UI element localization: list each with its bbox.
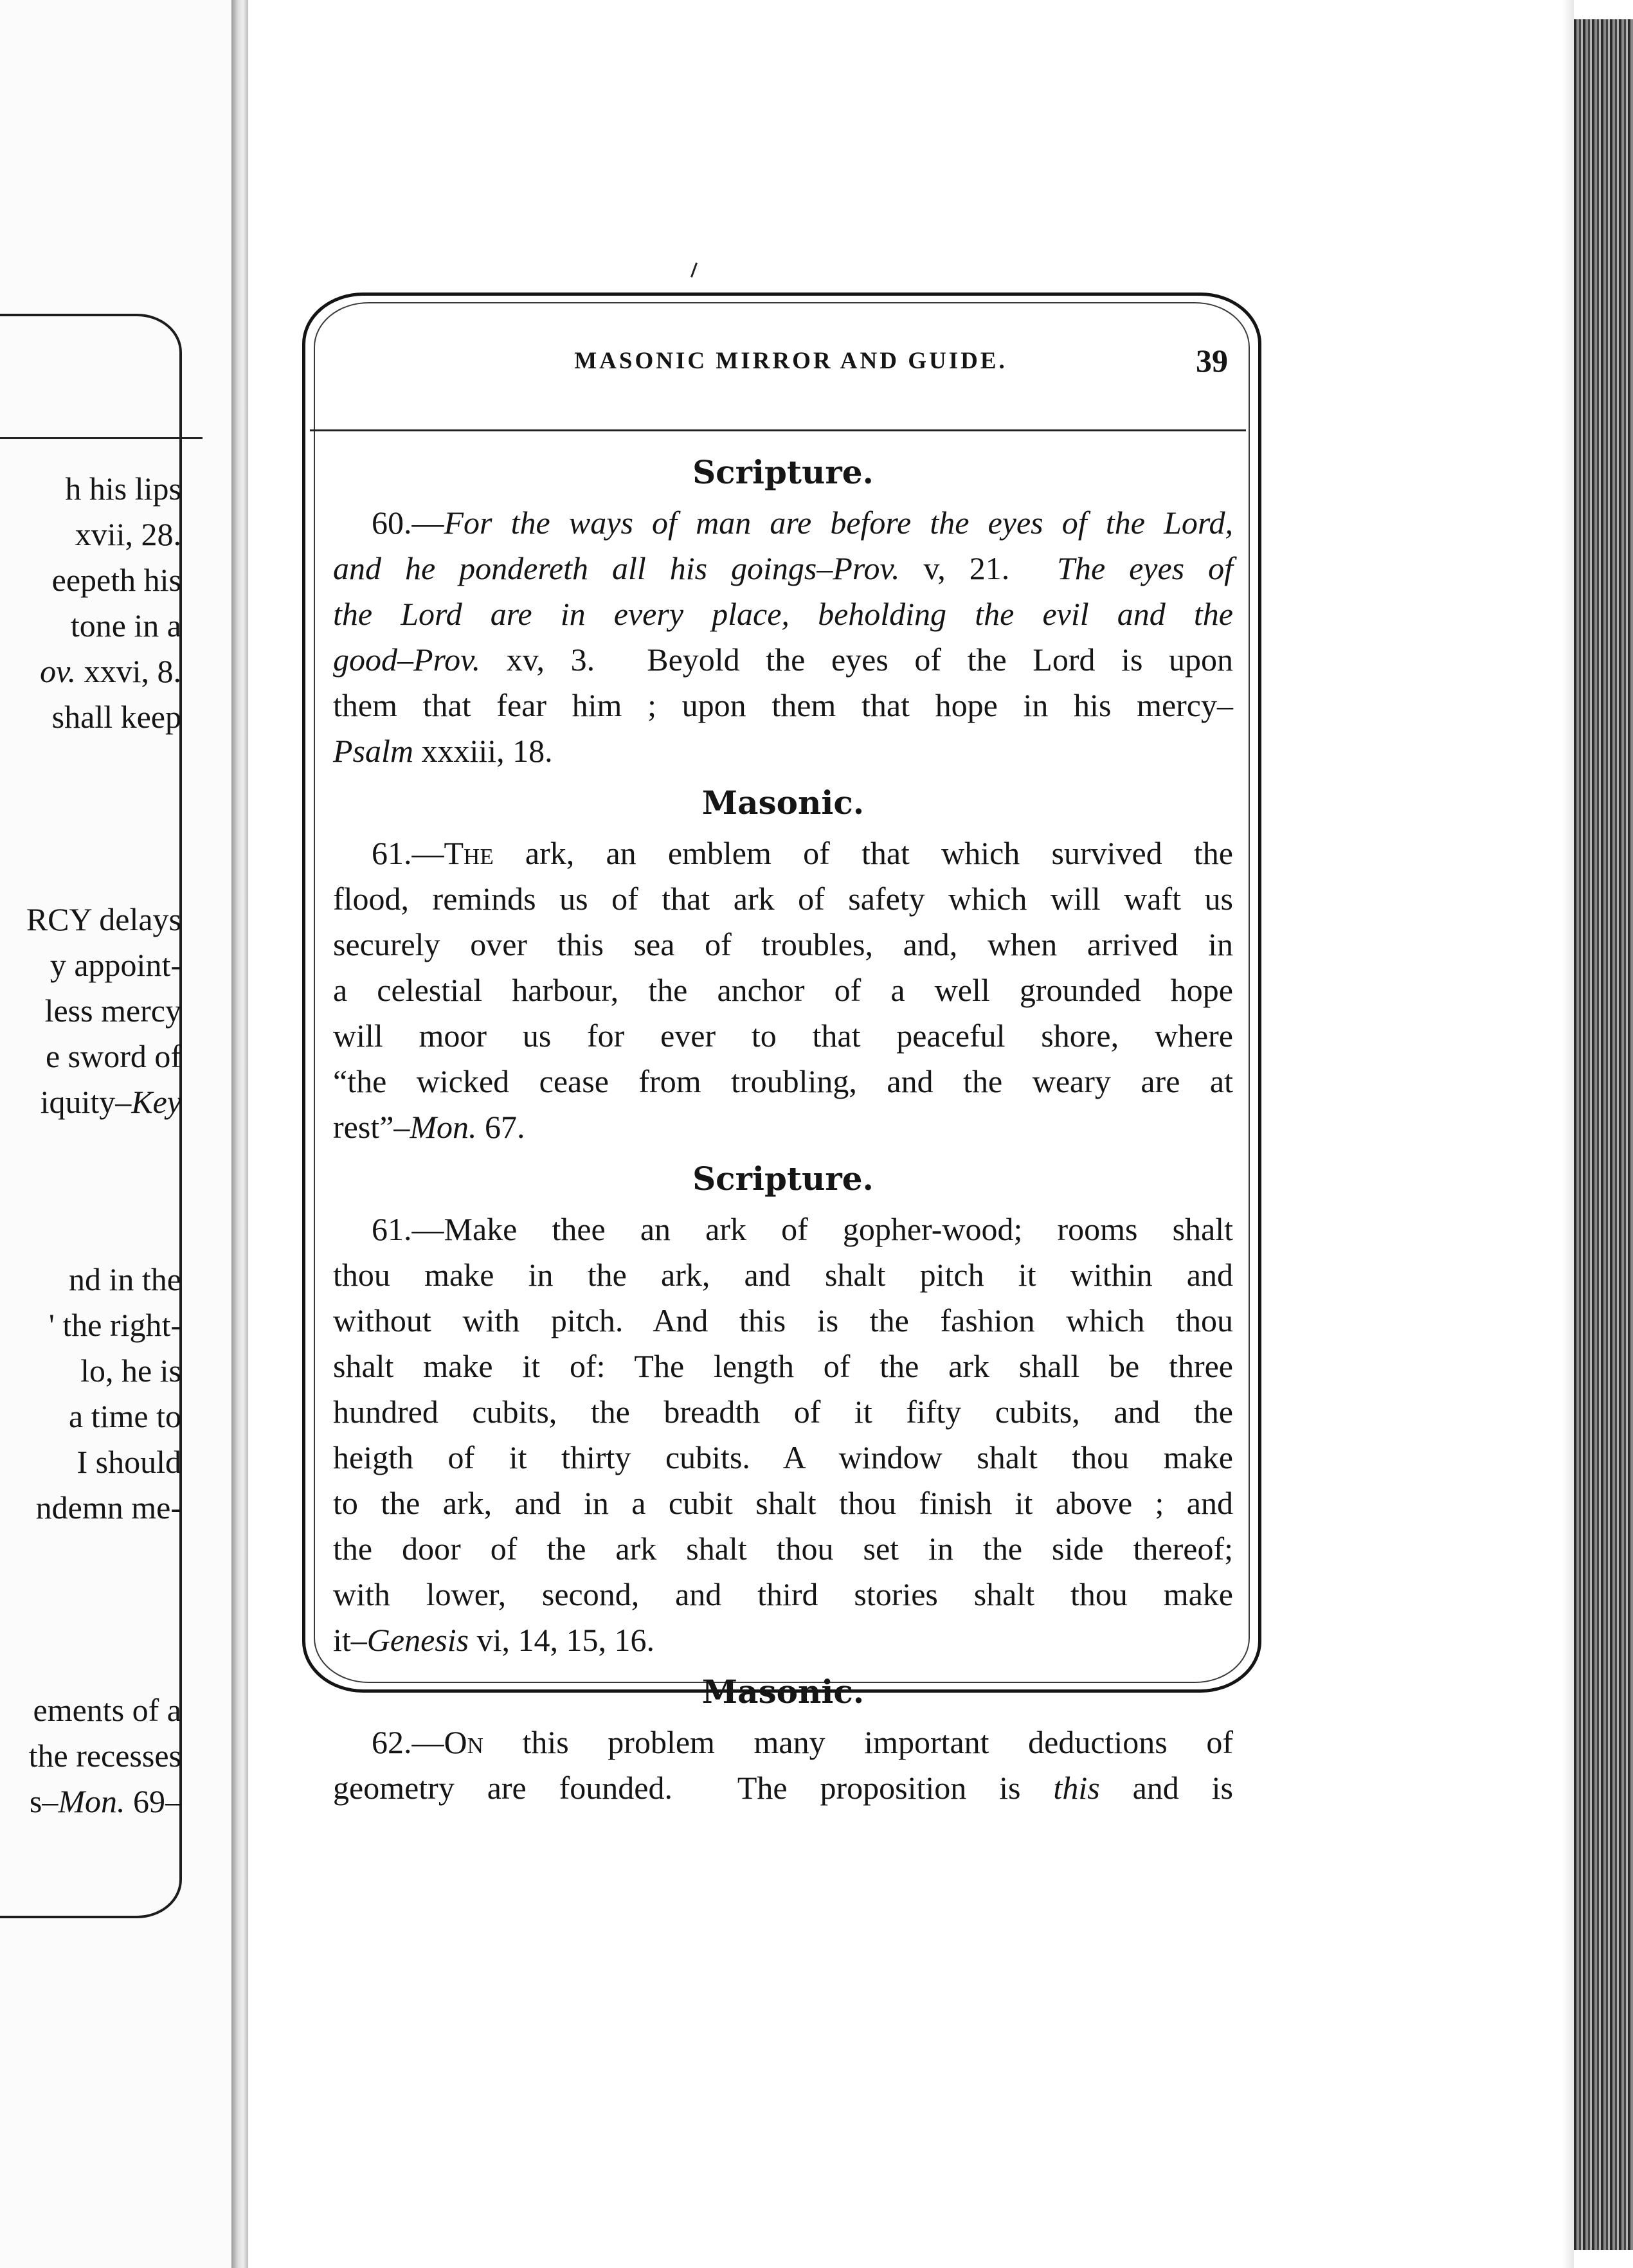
- previous-page-text-block-4: [29, 1688, 181, 1824]
- previous-page-line: a time to: [69, 1398, 181, 1434]
- text-line: 62.—On this problem many important deductions of: [372, 1724, 1233, 1760]
- text-line: it–Genesis vi, 14, 15, 16.: [333, 1622, 655, 1658]
- section-heading-scripture: Scripture.: [692, 453, 874, 491]
- paragraph-62: [333, 1720, 1233, 1811]
- previous-page-line: the recesses: [28, 1738, 181, 1774]
- previous-page-line: ' the right-: [48, 1307, 181, 1343]
- text-line: to the ark, and in a cubit shalt thou finish it above ; and: [333, 1485, 1233, 1521]
- paragraph-61-scripture: [333, 1207, 1233, 1663]
- text-line: rest”–Mon. 67.: [333, 1109, 525, 1145]
- text-line: 61.—The ark, an emblem of that which survived the: [372, 835, 1233, 871]
- text-line: Psalm xxxiii, 18.: [333, 733, 553, 769]
- previous-page-line: e sword of: [45, 1038, 181, 1074]
- paragraph-61-masonic: [333, 831, 1233, 1150]
- text-line: heigth of it thirty cubits. A window shalt thou make: [333, 1439, 1233, 1475]
- page-body: [333, 450, 1233, 1817]
- text-line: “the wicked cease from troubling, and the weary are at: [333, 1063, 1233, 1099]
- previous-page-line: nd in the: [69, 1261, 181, 1297]
- print-mark: [690, 262, 698, 278]
- text-line: good–Prov. xv, 3. Beyold the eyes of the Lord is upon: [333, 642, 1233, 678]
- previous-page-line: y appoint-: [50, 947, 181, 983]
- section-heading-masonic: Masonic.: [701, 1673, 865, 1711]
- text-line: them that fear him ; upon them that hope in his mercy–: [333, 687, 1233, 723]
- previous-page-line: iquity–Key: [40, 1084, 181, 1120]
- previous-page-line: I should: [77, 1444, 181, 1480]
- previous-page-line: ndemn me-: [35, 1490, 181, 1526]
- paragraph-60: [333, 500, 1233, 774]
- previous-page-line: xvii, 28.: [75, 516, 181, 552]
- previous-page-line: eepeth his: [51, 562, 181, 598]
- text-line: shalt make it of: The length of the ark shall be three: [333, 1348, 1233, 1384]
- text-line: will moor us for ever to that peaceful shore, where: [333, 1018, 1233, 1054]
- text-line: and he pondereth all his goings–Prov. v, 21. The eyes of: [333, 550, 1233, 586]
- previous-page-line: tone in a: [70, 608, 181, 644]
- text-line: without with pitch. And this is the fashion which thou: [333, 1302, 1233, 1338]
- text-line: geometry are founded. The proposition is this and is: [333, 1770, 1233, 1806]
- text-line: a celestial harbour, the anchor of a well grounded hope: [333, 972, 1233, 1008]
- book-gutter: [231, 0, 248, 2268]
- page-edge-shadow: [1562, 0, 1574, 2268]
- previous-page-line: ements of a: [33, 1692, 181, 1728]
- text-line: with lower, second, and third stories shalt thou make: [333, 1576, 1233, 1612]
- previous-page-line: RCY delays: [26, 901, 181, 937]
- previous-page-head-rule: [0, 437, 203, 439]
- previous-page-line: less mercy: [44, 993, 181, 1029]
- page-number: 39: [1196, 343, 1228, 379]
- text-line: the Lord are in every place, beholding the evil and the: [333, 596, 1233, 632]
- text-line: flood, reminds us of that ark of safety which will waft us: [333, 881, 1233, 917]
- previous-page-line: shall keep: [51, 699, 181, 735]
- previous-page-line: h his lips: [65, 471, 181, 507]
- text-line: 60.—For the ways of man are before the eyes of the Lord,: [372, 505, 1233, 541]
- text-line: thou make in the ark, and shalt pitch it within and: [333, 1257, 1233, 1293]
- text-line: the door of the ark shalt thou set in the side thereof;: [333, 1531, 1233, 1567]
- previous-page-text-block-3: [36, 1257, 181, 1531]
- section-heading-masonic: Masonic.: [701, 784, 865, 822]
- previous-page-line: ov. xxvi, 8.: [40, 653, 181, 689]
- previous-page-line: s–Mon. 69–: [29, 1783, 181, 1819]
- text-line: securely over this sea of troubles, and, when arrived in: [333, 926, 1233, 962]
- text-line: hundred cubits, the breadth of it fifty cubits, and the: [333, 1394, 1233, 1430]
- book-page-edges: [1574, 19, 1633, 2250]
- text-line: 61.—Make thee an ark of gopher-wood; rooms shalt: [372, 1211, 1233, 1247]
- previous-page-text-block-1: [40, 466, 181, 740]
- previous-page-text-block-2: [26, 897, 181, 1125]
- running-head: MASONIC MIRROR AND GUIDE.: [574, 348, 1007, 374]
- section-heading-scripture: Scripture.: [692, 1160, 874, 1198]
- head-rule: [310, 429, 1246, 431]
- previous-page-fragment: [0, 0, 239, 2268]
- previous-page-line: lo, he is: [80, 1353, 181, 1389]
